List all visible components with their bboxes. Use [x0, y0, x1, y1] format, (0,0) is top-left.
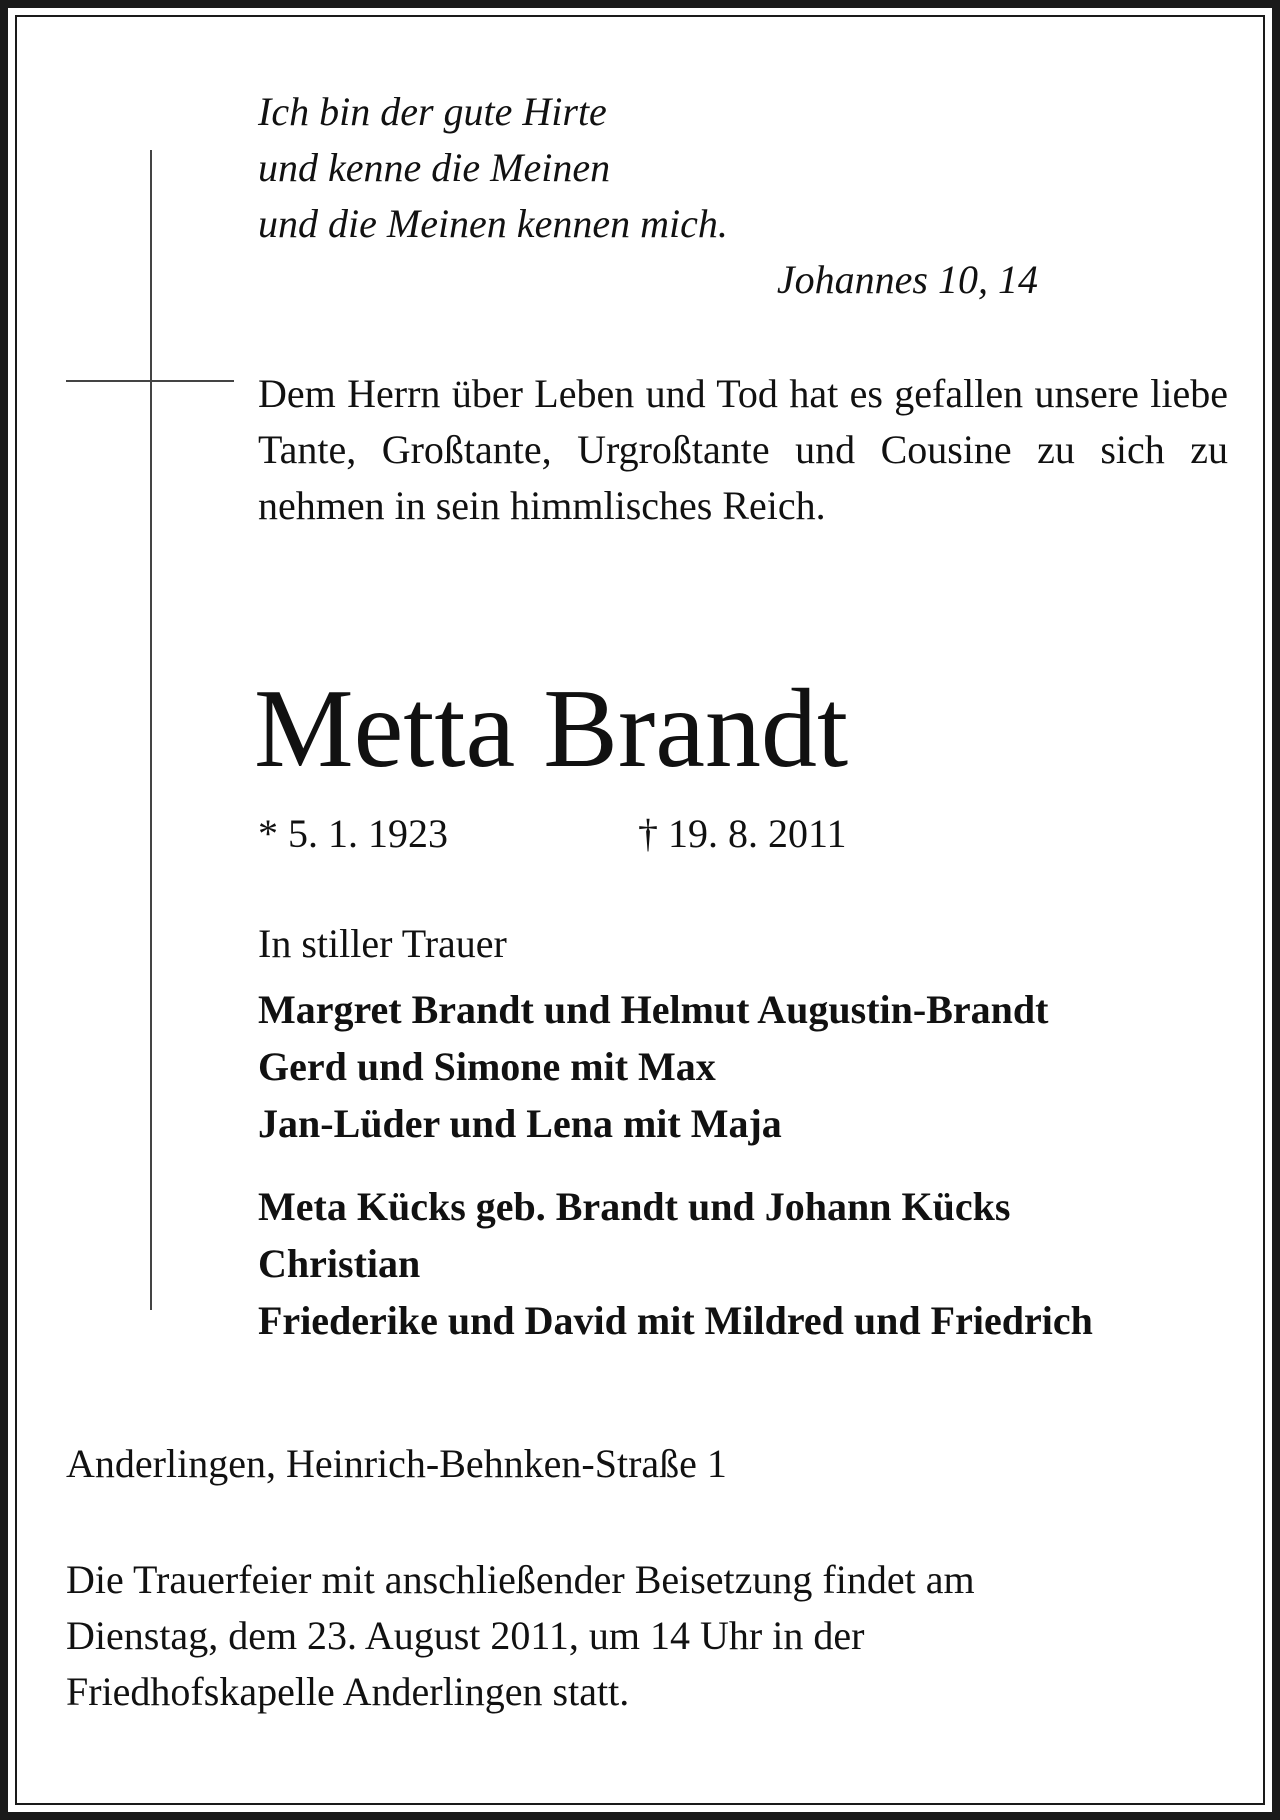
mourners-group-1 — [258, 981, 1048, 1152]
address: Anderlingen, Heinrich-Behnken-Straße 1 — [66, 1441, 727, 1486]
bible-verse — [258, 84, 1038, 308]
mourner-line: Meta Kücks geb. Brandt und Johann Kücks — [258, 1184, 1011, 1229]
funeral-service-info — [66, 1552, 1186, 1720]
service-line: Friedhofskapelle Anderlingen statt. — [66, 1669, 630, 1714]
deceased-name: Metta Brandt — [254, 667, 849, 791]
birth-date: * 5. 1. 1923 — [258, 811, 448, 856]
mourner-line: Christian — [258, 1241, 421, 1286]
verse-line: und die Meinen kennen mich. — [258, 201, 728, 246]
mourner-line: Margret Brandt und Helmut Augustin-Brandt — [258, 987, 1049, 1032]
service-line: Dienstag, dem 23. August 2011, um 14 Uhr in der — [66, 1613, 865, 1658]
service-line: Die Trauerfeier mit anschließender Beisetzung findet am — [66, 1557, 975, 1602]
mourner-line: Gerd und Simone mit Max — [258, 1044, 716, 1089]
mourning-label: In stiller Trauer — [258, 921, 507, 966]
death-date: † 19. 8. 2011 — [638, 811, 847, 856]
verse-line: Ich bin der gute Hirte — [258, 89, 607, 134]
intro-text: Dem Herrn über Leben und Tod hat es gefallen unsere liebe Tante, Großtante, Urgroßtante und Cousine zu sich zu nehmen in sein himmlisches Reich. — [258, 371, 1228, 528]
mourner-line: Friederike und David mit Mildred und Friedrich — [258, 1298, 1093, 1343]
cross-horizontal-beam — [66, 380, 234, 382]
mourner-line: Jan-Lüder und Lena mit Maja — [258, 1101, 782, 1146]
cross-vertical-beam — [150, 150, 152, 1310]
mourners-group-2 — [258, 1178, 1093, 1349]
life-dates — [258, 806, 847, 862]
verse-line: und kenne die Meinen — [258, 145, 611, 190]
verse-reference: Johannes 10, 14 — [776, 257, 1038, 302]
